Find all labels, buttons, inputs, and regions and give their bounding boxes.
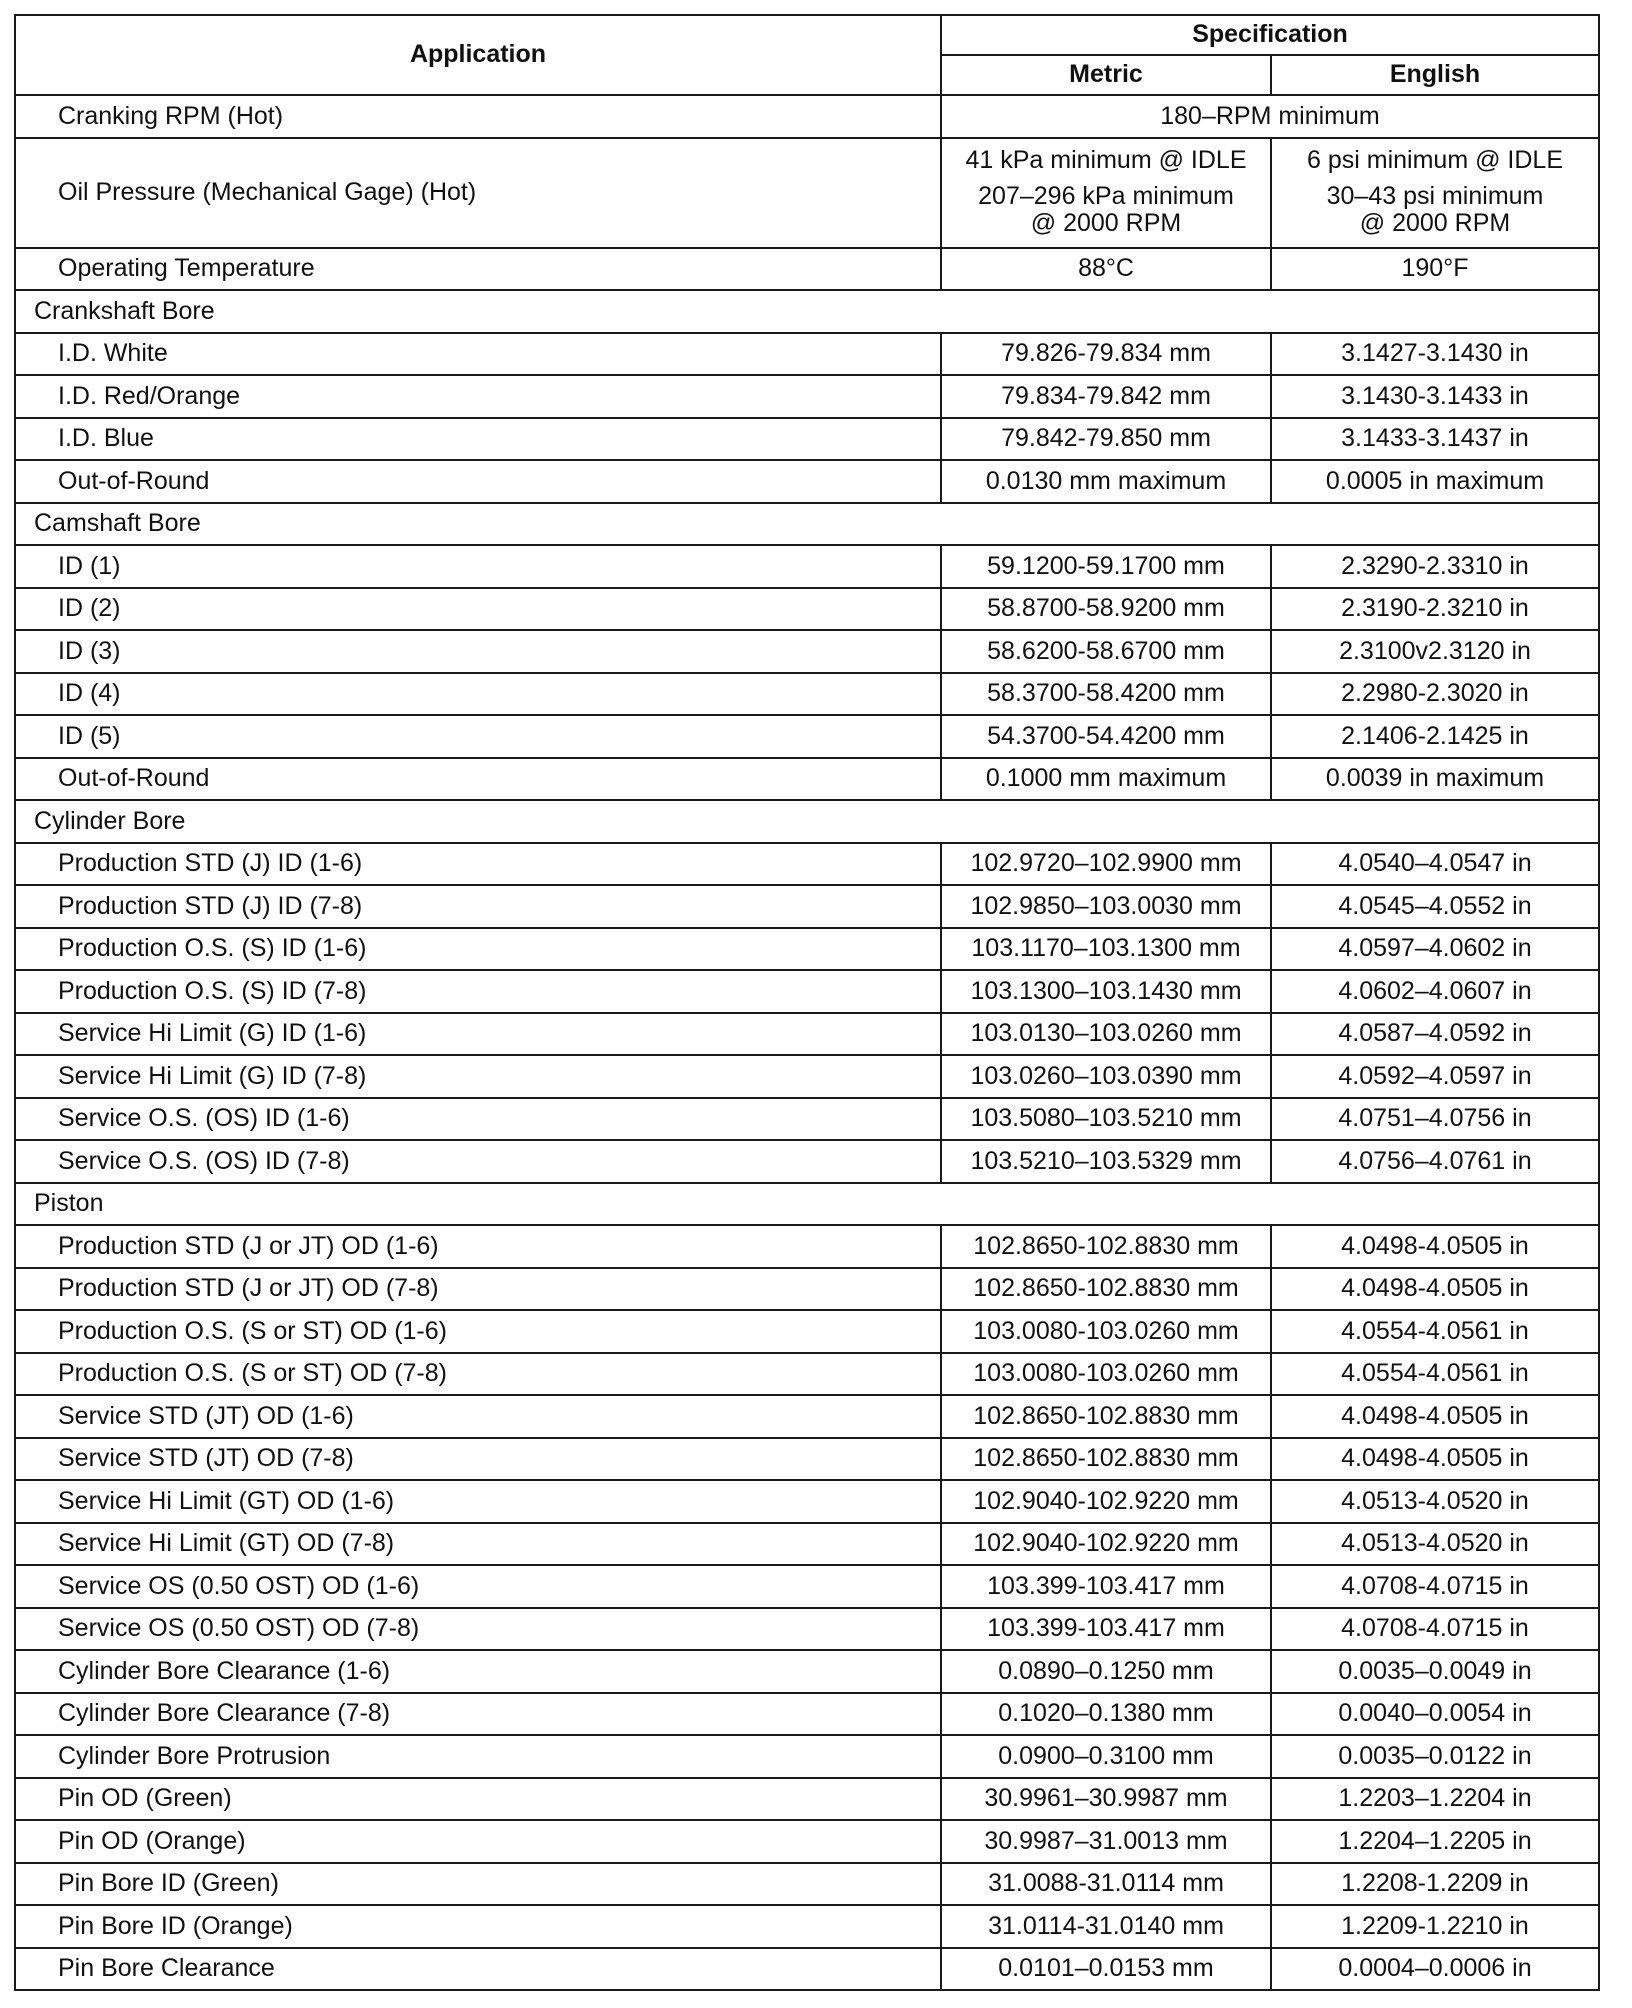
english-cell: 2.3100v2.3120 in bbox=[1271, 630, 1599, 673]
application-cell: Service Hi Limit (G) ID (1-6) bbox=[15, 1013, 941, 1056]
english-cell: 4.0597–4.0602 in bbox=[1271, 928, 1599, 971]
metric-cell: 102.9720–102.9900 mm bbox=[941, 843, 1271, 886]
metric-cell: 102.8650-102.8830 mm bbox=[941, 1225, 1271, 1268]
metric-cell: 103.399-103.417 mm bbox=[941, 1565, 1271, 1608]
metric-cell: 103.0130–103.0260 mm bbox=[941, 1013, 1271, 1056]
english-cell: 4.0498-4.0505 in bbox=[1271, 1268, 1599, 1311]
application-cell: Pin OD (Green) bbox=[15, 1778, 941, 1821]
table-row bbox=[15, 375, 1599, 418]
application-cell: Service OS (0.50 OST) OD (1-6) bbox=[15, 1565, 941, 1608]
metric-cell: 79.834-79.842 mm bbox=[941, 375, 1271, 418]
oil-english-2000-line1: 30–43 psi minimum bbox=[1326, 181, 1544, 210]
oil-english-cell bbox=[1271, 138, 1599, 248]
table-row bbox=[15, 1863, 1599, 1906]
table-row bbox=[15, 630, 1599, 673]
application-cell: ID (5) bbox=[15, 715, 941, 758]
application-cell: ID (1) bbox=[15, 545, 941, 588]
application-cell: Service OS (0.50 OST) OD (7-8) bbox=[15, 1608, 941, 1651]
table-row bbox=[15, 673, 1599, 716]
section-row bbox=[15, 800, 1599, 843]
metric-cell: 30.9961–30.9987 mm bbox=[941, 1778, 1271, 1821]
application-cell: Production STD (J) ID (7-8) bbox=[15, 885, 941, 928]
table-row bbox=[15, 1905, 1599, 1948]
table-row bbox=[15, 1225, 1599, 1268]
english-cell: 2.3190-2.3210 in bbox=[1271, 588, 1599, 631]
metric-cell: 102.9040-102.9220 mm bbox=[941, 1480, 1271, 1523]
application-cell: Cylinder Bore Clearance (7-8) bbox=[15, 1693, 941, 1736]
metric-cell: 54.3700-54.4200 mm bbox=[941, 715, 1271, 758]
metric-cell: 102.8650-102.8830 mm bbox=[941, 1268, 1271, 1311]
metric-cell: 103.0260–103.0390 mm bbox=[941, 1055, 1271, 1098]
table-row bbox=[15, 588, 1599, 631]
application-cell: Cranking RPM (Hot) bbox=[15, 95, 941, 138]
english-cell: 4.0592–4.0597 in bbox=[1271, 1055, 1599, 1098]
oil-english-idle: 6 psi minimum @ IDLE bbox=[1307, 146, 1563, 175]
metric-cell: 30.9987–31.0013 mm bbox=[941, 1820, 1271, 1863]
english-cell: 4.0708-4.0715 in bbox=[1271, 1565, 1599, 1608]
english-cell: 2.1406-2.1425 in bbox=[1271, 715, 1599, 758]
application-cell: Service STD (JT) OD (1-6) bbox=[15, 1395, 941, 1438]
english-cell: 3.1430-3.1433 in bbox=[1271, 375, 1599, 418]
cranking-value-cell: 180–RPM minimum bbox=[941, 95, 1599, 138]
metric-cell: 103.1300–103.1430 mm bbox=[941, 970, 1271, 1013]
table-row bbox=[15, 1098, 1599, 1141]
table-row bbox=[15, 758, 1599, 801]
english-cell: 4.0498-4.0505 in bbox=[1271, 1225, 1599, 1268]
header-specification: Specification bbox=[941, 15, 1599, 55]
table-row bbox=[15, 843, 1599, 886]
application-cell: Pin Bore ID (Orange) bbox=[15, 1905, 941, 1948]
specification-table bbox=[14, 14, 1600, 1991]
oil-metric-idle: 41 kPa minimum @ IDLE bbox=[965, 146, 1247, 175]
application-cell: I.D. White bbox=[15, 333, 941, 376]
table-row bbox=[15, 545, 1599, 588]
metric-cell: 103.5210–103.5329 mm bbox=[941, 1140, 1271, 1183]
metric-cell: 59.1200-59.1700 mm bbox=[941, 545, 1271, 588]
english-cell: 0.0035–0.0122 in bbox=[1271, 1735, 1599, 1778]
metric-cell: 0.0130 mm maximum bbox=[941, 460, 1271, 503]
english-cell: 4.0498-4.0505 in bbox=[1271, 1438, 1599, 1481]
metric-cell: 88°C bbox=[941, 248, 1271, 291]
english-cell: 4.0587–4.0592 in bbox=[1271, 1013, 1599, 1056]
application-cell: Service Hi Limit (GT) OD (7-8) bbox=[15, 1523, 941, 1566]
table-row bbox=[15, 1820, 1599, 1863]
metric-cell: 0.0101–0.0153 mm bbox=[941, 1948, 1271, 1991]
metric-cell: 102.9040-102.9220 mm bbox=[941, 1523, 1271, 1566]
english-cell: 1.2208-1.2209 in bbox=[1271, 1863, 1599, 1906]
english-cell: 2.3290-2.3310 in bbox=[1271, 545, 1599, 588]
english-cell: 3.1433-3.1437 in bbox=[1271, 418, 1599, 461]
english-cell: 0.0040–0.0054 in bbox=[1271, 1693, 1599, 1736]
table-row bbox=[15, 1013, 1599, 1056]
section-title: Crankshaft Bore bbox=[15, 290, 1599, 333]
table-row bbox=[15, 1523, 1599, 1566]
application-cell: Pin OD (Orange) bbox=[15, 1820, 941, 1863]
metric-cell: 102.9850–103.0030 mm bbox=[941, 885, 1271, 928]
english-cell: 4.0513-4.0520 in bbox=[1271, 1523, 1599, 1566]
english-cell: 1.2204–1.2205 in bbox=[1271, 1820, 1599, 1863]
application-cell: I.D. Red/Orange bbox=[15, 375, 941, 418]
section-title: Cylinder Bore bbox=[15, 800, 1599, 843]
application-cell: I.D. Blue bbox=[15, 418, 941, 461]
application-cell: ID (2) bbox=[15, 588, 941, 631]
application-cell: Production STD (J or JT) OD (7-8) bbox=[15, 1268, 941, 1311]
header-application: Application bbox=[15, 15, 941, 95]
metric-cell: 103.1170–103.1300 mm bbox=[941, 928, 1271, 971]
application-cell: Operating Temperature bbox=[15, 248, 941, 291]
application-cell: Production O.S. (S or ST) OD (1-6) bbox=[15, 1310, 941, 1353]
application-cell: Service Hi Limit (G) ID (7-8) bbox=[15, 1055, 941, 1098]
english-cell: 4.0554-4.0561 in bbox=[1271, 1310, 1599, 1353]
metric-cell: 103.0080-103.0260 mm bbox=[941, 1310, 1271, 1353]
english-cell: 0.0035–0.0049 in bbox=[1271, 1650, 1599, 1693]
application-cell: Pin Bore ID (Green) bbox=[15, 1863, 941, 1906]
english-cell: 1.2203–1.2204 in bbox=[1271, 1778, 1599, 1821]
metric-cell: 31.0114-31.0140 mm bbox=[941, 1905, 1271, 1948]
table-row bbox=[15, 970, 1599, 1013]
section-row bbox=[15, 1183, 1599, 1226]
english-cell: 4.0751–4.0756 in bbox=[1271, 1098, 1599, 1141]
table-row bbox=[15, 1735, 1599, 1778]
metric-cell: 31.0088-31.0114 mm bbox=[941, 1863, 1271, 1906]
metric-cell: 103.0080-103.0260 mm bbox=[941, 1353, 1271, 1396]
table-row bbox=[15, 1140, 1599, 1183]
table-row bbox=[15, 1480, 1599, 1523]
section-row bbox=[15, 290, 1599, 333]
header-english: English bbox=[1271, 55, 1599, 95]
application-cell: Out-of-Round bbox=[15, 460, 941, 503]
english-cell: 4.0602–4.0607 in bbox=[1271, 970, 1599, 1013]
application-cell: ID (3) bbox=[15, 630, 941, 673]
metric-cell: 79.826-79.834 mm bbox=[941, 333, 1271, 376]
english-cell: 2.2980-2.3020 in bbox=[1271, 673, 1599, 716]
table-row bbox=[15, 1608, 1599, 1651]
table-row bbox=[15, 1055, 1599, 1098]
english-cell: 4.0540–4.0547 in bbox=[1271, 843, 1599, 886]
header-metric: Metric bbox=[941, 55, 1271, 95]
section-title: Piston bbox=[15, 1183, 1599, 1226]
metric-cell: 58.3700-58.4200 mm bbox=[941, 673, 1271, 716]
metric-cell: 58.8700-58.9200 mm bbox=[941, 588, 1271, 631]
application-cell: Production O.S. (S or ST) OD (7-8) bbox=[15, 1353, 941, 1396]
table-row bbox=[15, 1565, 1599, 1608]
table-row bbox=[15, 460, 1599, 503]
table-row bbox=[15, 138, 1599, 248]
table-row bbox=[15, 1310, 1599, 1353]
oil-metric-2000-line2: @ 2000 RPM bbox=[1030, 209, 1182, 238]
english-cell: 4.0513-4.0520 in bbox=[1271, 1480, 1599, 1523]
metric-cell: 102.8650-102.8830 mm bbox=[941, 1395, 1271, 1438]
metric-cell: 0.0890–0.1250 mm bbox=[941, 1650, 1271, 1693]
application-cell: Oil Pressure (Mechanical Gage) (Hot) bbox=[15, 138, 941, 248]
english-cell: 4.0545–4.0552 in bbox=[1271, 885, 1599, 928]
table-row bbox=[15, 1693, 1599, 1736]
application-cell: Cylinder Bore Clearance (1-6) bbox=[15, 1650, 941, 1693]
english-cell: 0.0039 in maximum bbox=[1271, 758, 1599, 801]
metric-cell: 103.399-103.417 mm bbox=[941, 1608, 1271, 1651]
table-row bbox=[15, 418, 1599, 461]
oil-english-2000-line2: @ 2000 RPM bbox=[1359, 209, 1511, 238]
english-cell: 1.2209-1.2210 in bbox=[1271, 1905, 1599, 1948]
metric-cell: 0.1000 mm maximum bbox=[941, 758, 1271, 801]
metric-cell: 102.8650-102.8830 mm bbox=[941, 1438, 1271, 1481]
application-cell: Pin Bore Clearance bbox=[15, 1948, 941, 1991]
metric-cell: 103.5080–103.5210 mm bbox=[941, 1098, 1271, 1141]
table-row bbox=[15, 1395, 1599, 1438]
english-cell: 190°F bbox=[1271, 248, 1599, 291]
english-cell: 4.0756–4.0761 in bbox=[1271, 1140, 1599, 1183]
section-title: Camshaft Bore bbox=[15, 503, 1599, 546]
application-cell: Service Hi Limit (GT) OD (1-6) bbox=[15, 1480, 941, 1523]
application-cell: Production STD (J) ID (1-6) bbox=[15, 843, 941, 886]
metric-cell: 0.1020–0.1380 mm bbox=[941, 1693, 1271, 1736]
table-row bbox=[15, 248, 1599, 291]
english-cell: 0.0004–0.0006 in bbox=[1271, 1948, 1599, 1991]
english-cell: 4.0554-4.0561 in bbox=[1271, 1353, 1599, 1396]
application-cell: Production O.S. (S) ID (1-6) bbox=[15, 928, 941, 971]
table-row bbox=[15, 95, 1599, 138]
section-row bbox=[15, 503, 1599, 546]
table-row bbox=[15, 333, 1599, 376]
table-row bbox=[15, 928, 1599, 971]
application-cell: Service O.S. (OS) ID (1-6) bbox=[15, 1098, 941, 1141]
oil-metric-2000-line1: 207–296 kPa minimum bbox=[978, 181, 1234, 210]
table-row bbox=[15, 1650, 1599, 1693]
application-cell: Service O.S. (OS) ID (7-8) bbox=[15, 1140, 941, 1183]
table-row bbox=[15, 1778, 1599, 1821]
table-row bbox=[15, 1353, 1599, 1396]
application-cell: Cylinder Bore Protrusion bbox=[15, 1735, 941, 1778]
application-cell: Out-of-Round bbox=[15, 758, 941, 801]
oil-metric-cell bbox=[941, 138, 1271, 248]
application-cell: Service STD (JT) OD (7-8) bbox=[15, 1438, 941, 1481]
application-cell: Production O.S. (S) ID (7-8) bbox=[15, 970, 941, 1013]
metric-cell: 58.6200-58.6700 mm bbox=[941, 630, 1271, 673]
application-cell: ID (4) bbox=[15, 673, 941, 716]
table-row bbox=[15, 885, 1599, 928]
table-row bbox=[15, 1948, 1599, 1991]
english-cell: 0.0005 in maximum bbox=[1271, 460, 1599, 503]
table-row bbox=[15, 1438, 1599, 1481]
english-cell: 4.0498-4.0505 in bbox=[1271, 1395, 1599, 1438]
metric-cell: 79.842-79.850 mm bbox=[941, 418, 1271, 461]
table-row bbox=[15, 715, 1599, 758]
application-cell: Production STD (J or JT) OD (1-6) bbox=[15, 1225, 941, 1268]
table-row bbox=[15, 1268, 1599, 1311]
english-cell: 4.0708-4.0715 in bbox=[1271, 1608, 1599, 1651]
english-cell: 3.1427-3.1430 in bbox=[1271, 333, 1599, 376]
metric-cell: 0.0900–0.3100 mm bbox=[941, 1735, 1271, 1778]
